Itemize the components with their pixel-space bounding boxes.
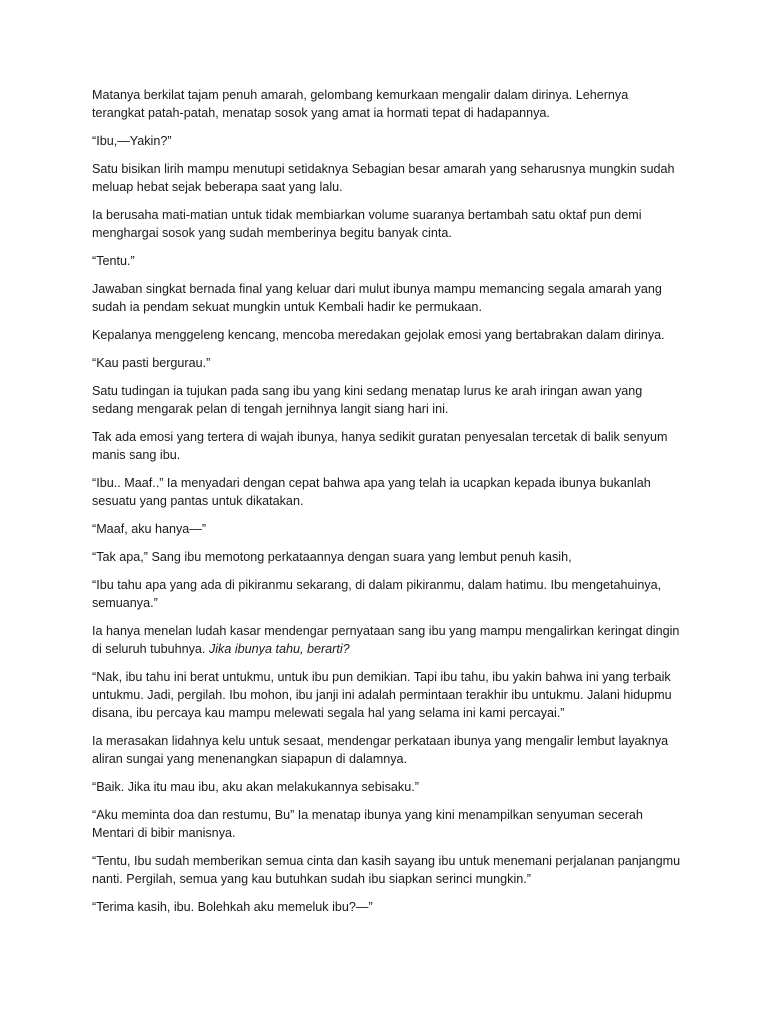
paragraph: Satu tudingan ia tujukan pada sang ibu yang kini sedang menatap lurus ke arah iringan awan yang sedang mengarak pelan di tengah jernihnya langit siang hari ini. — [92, 384, 643, 416]
paragraph: Satu bisikan lirih mampu menutupi setidaknya Sebagian besar amarah yang seharusnya mungkin sudah meluap hebat sejak beberapa saat yang lalu. — [92, 162, 675, 194]
paragraph: “Tentu.” — [92, 254, 135, 268]
paragraph: Ia merasakan lidahnya kelu untuk sesaat, mendengar perkataan ibunya yang mengalir lembut layaknya aliran sungai yang menenangkan siapapun di dalamnya. — [92, 734, 669, 766]
paragraph: “Tak apa,” Sang ibu memotong perkataannya dengan suara yang lembut penuh kasih, — [92, 550, 572, 564]
paragraph: Matanya berkilat tajam penuh amarah, gelombang kemurkaan mengalir dalam dirinya. Lehernya terangkat patah-patah, menatap sosok yang amat ia hormati tepat di hadapannya. — [92, 88, 629, 120]
paragraph: “Maaf, aku hanya—” — [92, 522, 207, 536]
paragraph: Ia berusaha mati-matian untuk tidak membiarkan volume suaranya bertambah satu oktaf pun demi menghargai sosok yang sudah memberinya begitu banyak cinta. — [92, 208, 642, 240]
paragraph: “Terima kasih, ibu. Bolehkah aku memeluk ibu?—” — [92, 900, 373, 914]
paragraph: “Ibu,—Yakin?” — [92, 134, 172, 148]
paragraph: “Ibu tahu apa yang ada di pikiranmu sekarang, di dalam pikiranmu, dalam hatimu. Ibu mengetahuinya, semuanya.” — [92, 578, 662, 610]
paragraph: “Tentu, Ibu sudah memberikan semua cinta dan kasih sayang ibu untuk menemani perjalanan panjangmu nanti. Pergilah, semua yang kau butuhkan sudah ibu siapkan serinci mungkin.” — [92, 854, 681, 886]
paragraph: Kepalanya menggeleng kencang, mencoba meredakan gejolak emosi yang bertabrakan dalam dirinya. — [92, 328, 665, 342]
paragraph: Jawaban singkat bernada final yang keluar dari mulut ibunya mampu memancing segala amarah yang sudah ia pendam sekuat mungkin untuk Kembali hadir ke permukaan. — [92, 282, 662, 314]
document-page — [92, 86, 682, 926]
paragraph: “Aku meminta doa dan restumu, Bu” Ia menatap ibunya yang kini menampilkan senyuman secerah Mentari di bibir manisnya. — [92, 808, 643, 840]
paragraph-text: Ia hanya menelan ludah kasar mendengar pernyataan sang ibu yang mampu mengalirkan keringat dingin di seluruh tubuhnya. — [92, 624, 680, 656]
paragraph: “Baik. Jika itu mau ibu, aku akan melakukannya sebisaku.” — [92, 780, 419, 794]
paragraph: “Kau pasti bergurau.” — [92, 356, 211, 370]
paragraph: Tak ada emosi yang tertera di wajah ibunya, hanya sedikit guratan penyesalan tercetak di balik senyum manis sang ibu. — [92, 430, 668, 462]
paragraph-italic-text: Jika ibunya tahu, berarti? — [208, 642, 350, 656]
paragraph: “Nak, ibu tahu ini berat untukmu, untuk ibu pun demikian. Tapi ibu tahu, ibu yakin bahwa ini yang terbaik untukmu. Jadi, pergilah. Ibu mohon, ibu janji ini adalah permintaan terakhir ibu untukmu. Jalani hidupmu disana, ibu percaya kau mampu melewati segala hal yang selama ini kami percayai.” — [92, 670, 672, 720]
paragraph: “Ibu.. Maaf..” Ia menyadari dengan cepat bahwa apa yang telah ia ucapkan kepada ibunya bukanlah sesuatu yang pantas untuk dikatakan. — [92, 476, 651, 508]
paragraph — [92, 622, 682, 658]
